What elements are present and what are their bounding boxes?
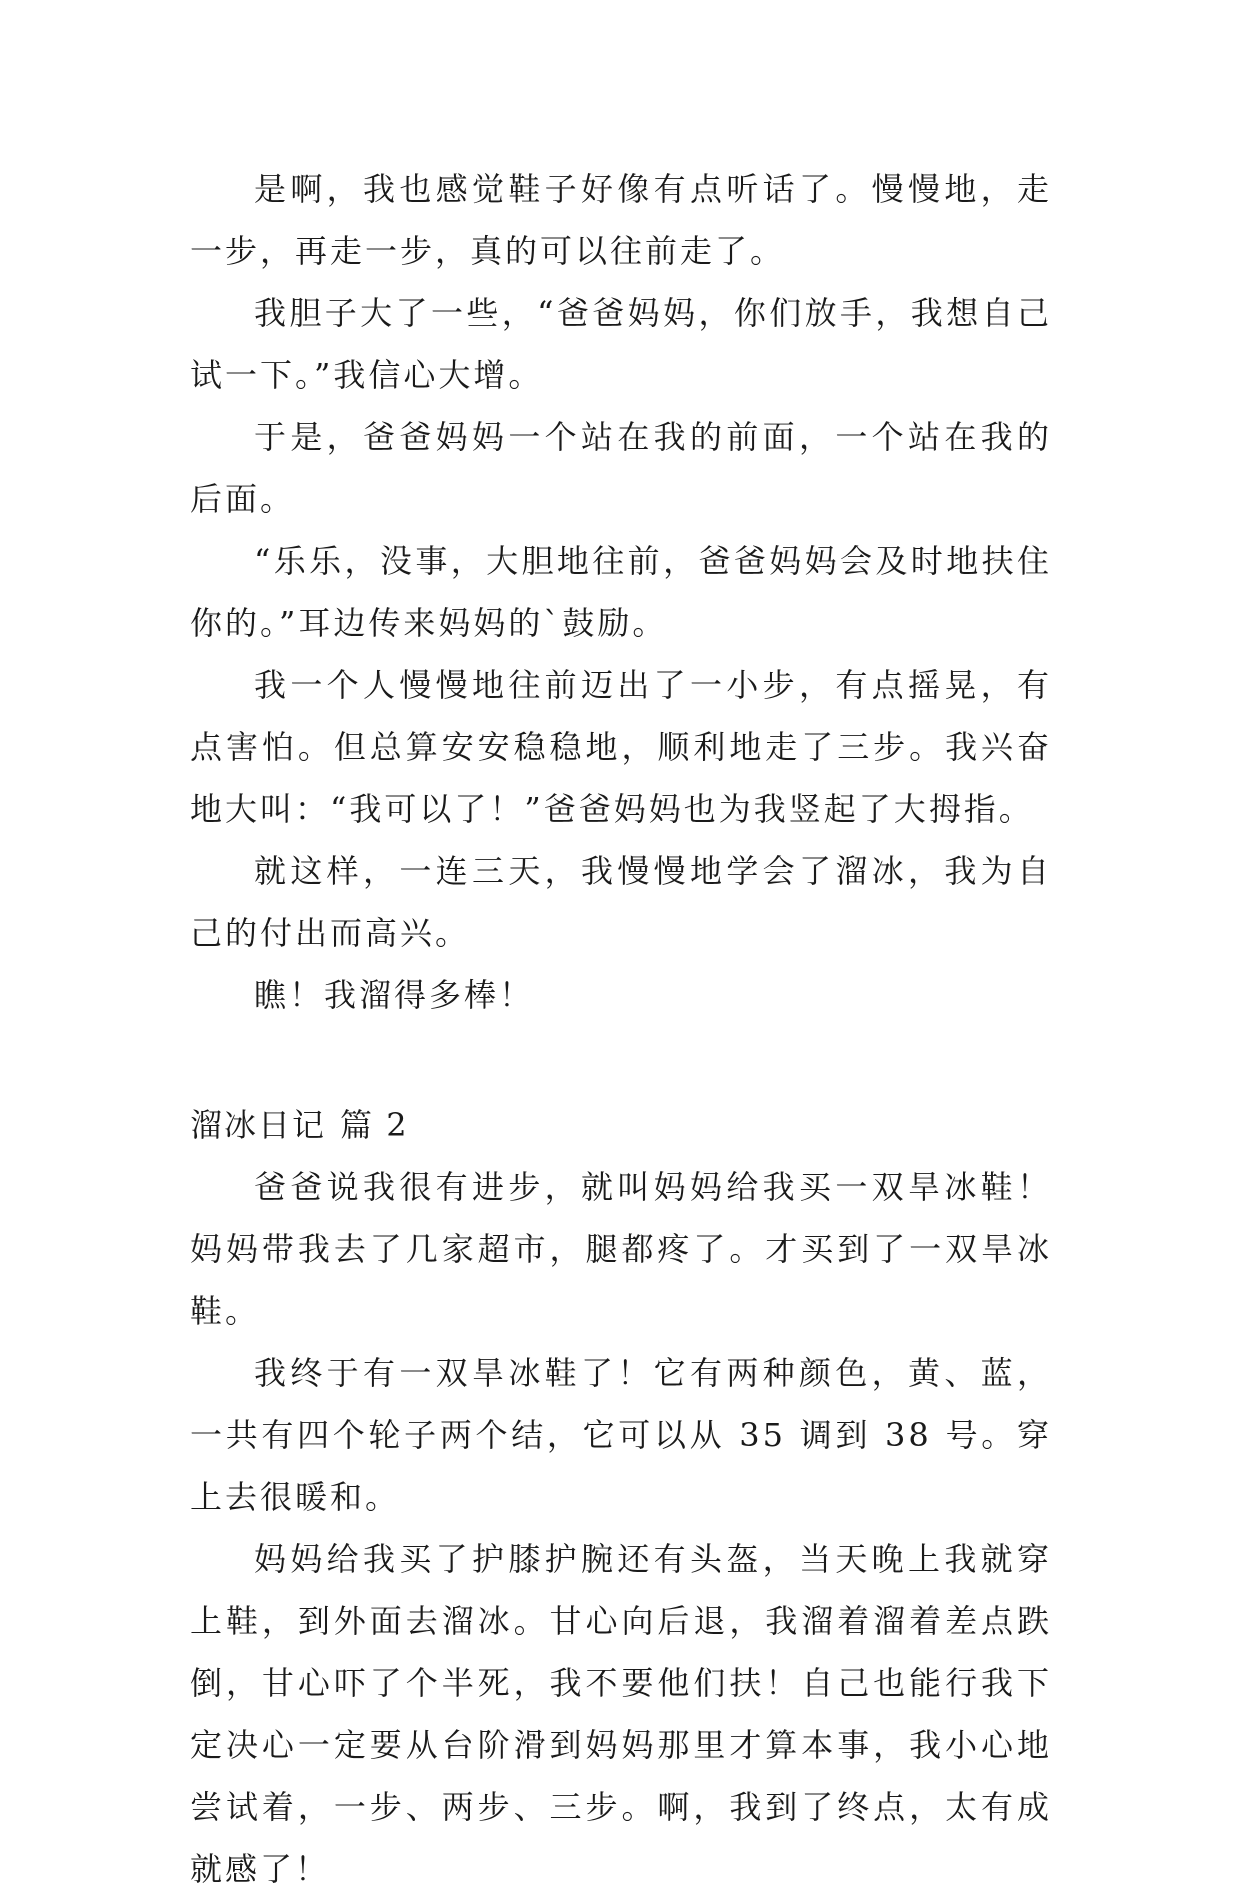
section-title: 溜冰日记 — [190, 1106, 327, 1144]
document-page — [190, 158, 1052, 1900]
paragraph: 我胆子大了一些，“爸爸妈妈，你们放手，我想自己试一下。”我信心大增。 — [190, 294, 1052, 394]
paragraph: 瞧！我溜得多棒！ — [254, 976, 535, 1014]
paragraph: 是啊，我也感觉鞋子好像有点听话了。慢慢地，走一步，再走一步，真的可以往前走了。 — [190, 170, 1052, 270]
paragraph: 我终于有一双旱冰鞋了！它有两种颜色，黄、蓝，一共有四个轮子两个结，它可以从 35 调到 38 号。穿上去很暖和。 — [190, 1354, 1052, 1516]
paragraph: 妈妈给我买了护膝护腕还有头盔，当天晚上我就穿上鞋，到外面去溜冰。甘心向后退，我溜着溜着差点跌倒，甘心吓了个半死，我不要他们扶！自己也能行我下定决心一定要从台阶滑到妈妈那里才算本事，我小心地尝试着，一步、两步、三步。啊，我到了终点，太有成就感了！ — [190, 1540, 1052, 1888]
section-heading — [190, 1094, 1052, 1156]
paragraph: “乐乐，没事，大胆地往前，爸爸妈妈会及时地扶住你的。”耳边传来妈妈的`鼓励。 — [190, 542, 1052, 642]
paragraph: 我一个人慢慢地往前迈出了一小步，有点摇晃，有点害怕。但总算安安稳稳地，顺利地走了三步。我兴奋地大叫：“我可以了！”爸爸妈妈也为我竖起了大拇指。 — [190, 666, 1052, 828]
section-number: 篇 2 — [340, 1106, 409, 1144]
paragraph: 爸爸说我很有进步，就叫妈妈给我买一双旱冰鞋！妈妈带我去了几家超市，腿都疼了。才买到了一双旱冰鞋。 — [190, 1168, 1052, 1330]
paragraph: 就这样，一连三天，我慢慢地学会了溜冰，我为自己的付出而高兴。 — [190, 852, 1052, 952]
paragraph: 于是，爸爸妈妈一个站在我的前面，一个站在我的后面。 — [190, 418, 1052, 518]
